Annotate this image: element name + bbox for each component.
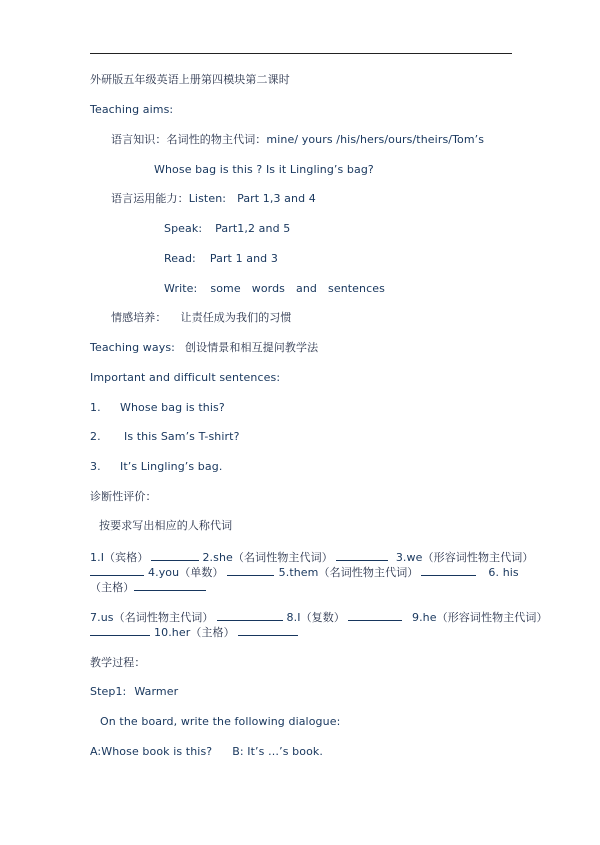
emotion-value: 让责任成为我们的习惯 xyxy=(180,311,292,324)
document-title: 外研版五年级英语上册第四模块第二课时 xyxy=(90,73,290,86)
exercise-item-7-label: 7.us xyxy=(90,611,114,624)
language-knowledge-value: mine/ yours /his/hers/ours/theirs/Tom’s xyxy=(266,133,485,146)
exercise-item-5-hint: （名词性物主代词） xyxy=(318,566,419,579)
exercise-item-2-hint: （名词性物主代词） xyxy=(232,551,333,564)
language-knowledge-line xyxy=(111,133,484,147)
step1-heading xyxy=(90,685,178,699)
exercise-row xyxy=(90,579,206,595)
emotion-label: 情感培养： xyxy=(111,311,167,324)
step1-label: Step1: xyxy=(90,685,127,698)
step1-name: Warmer xyxy=(134,685,179,698)
read-value: Part 1 and 3 xyxy=(209,252,278,265)
exercise-item-8-hint: （复数） xyxy=(300,611,345,624)
sentence-number: 2. xyxy=(90,430,101,443)
exercise-item-9-hint: （形容词性物主代词） xyxy=(436,611,548,624)
write-word: some xyxy=(210,282,241,295)
sentence-text: It’s Lingling’s bag. xyxy=(120,460,223,473)
exercise-row xyxy=(90,564,519,580)
exercise-item-4-label: 4.you xyxy=(148,566,180,579)
dialogue-b: B: It’s …’s book. xyxy=(232,745,323,758)
exercise-item-3-hint: （形容词性物主代词） xyxy=(422,551,534,564)
sentence-text: Is this Sam’s T-shirt? xyxy=(124,430,240,443)
sentence-item xyxy=(90,401,225,415)
speak-label: Speak: xyxy=(164,222,203,235)
write-word: and xyxy=(296,282,317,295)
answer-blank-1[interactable] xyxy=(151,549,199,561)
exercise-item-1-hint: （宾格） xyxy=(104,551,149,564)
teaching-process-heading: 教学过程： xyxy=(90,656,146,669)
language-knowledge-sentence: Whose bag is this ? Is it Lingling’s bag? xyxy=(154,163,374,176)
speak-line xyxy=(164,222,290,236)
write-line xyxy=(164,282,385,296)
exercise-item-6-label: 6. his xyxy=(488,566,519,579)
answer-blank-4[interactable] xyxy=(227,564,274,576)
teaching-ways-line xyxy=(90,341,318,355)
read-line xyxy=(164,252,278,266)
language-knowledge-label: 语言知识：名词性的物主代词： xyxy=(111,133,267,146)
answer-blank-7[interactable] xyxy=(217,609,283,621)
answer-blank-6[interactable] xyxy=(134,579,206,591)
sentence-number: 3. xyxy=(90,460,101,473)
important-sentences-heading: Important and difficult sentences: xyxy=(90,371,281,384)
step1-instruction: On the board, write the following dialogue: xyxy=(100,715,341,728)
exercise-item-8-label: 8.I xyxy=(286,611,301,624)
language-skills-label: 语言运用能力： xyxy=(111,192,189,205)
exercise-instruction: 按要求写出相应的人称代词 xyxy=(99,519,233,532)
answer-blank-8[interactable] xyxy=(348,609,402,621)
exercise-item-4-hint: （单数） xyxy=(179,566,224,579)
exercise-item-2-label: 2.she xyxy=(202,551,233,564)
sentence-item xyxy=(90,460,222,474)
exercise-row xyxy=(90,609,548,625)
answer-blank-9[interactable] xyxy=(90,624,150,636)
exercise-item-10-hint: （主格） xyxy=(190,626,235,639)
speak-value: Part1,2 and 5 xyxy=(215,222,291,235)
emotion-line xyxy=(111,311,292,325)
exercise-item-10-label: 10.her xyxy=(154,626,191,639)
exercise-row xyxy=(90,549,534,565)
sentence-text: Whose bag is this? xyxy=(120,401,225,414)
teaching-aims-heading: Teaching aims: xyxy=(90,103,174,116)
exercise-item-6-hint: （主格） xyxy=(90,581,135,594)
exercise-item-7-hint: （名词性物主代词） xyxy=(113,611,214,624)
dialogue-a: A:Whose book is this? xyxy=(90,745,213,758)
listen-label: Listen: xyxy=(188,192,227,205)
write-label: Write: xyxy=(164,282,198,295)
exercise-item-9-label: 9.he xyxy=(411,611,437,624)
exercise-row xyxy=(90,624,298,640)
write-word: words xyxy=(251,282,285,295)
teaching-ways-label: Teaching ways: xyxy=(90,341,175,354)
listen-line xyxy=(111,192,316,206)
diagnostic-heading: 诊断性评价： xyxy=(90,490,157,503)
top-rule xyxy=(90,53,512,54)
answer-blank-10[interactable] xyxy=(238,624,298,636)
write-word: sentences xyxy=(328,282,385,295)
answer-blank-2[interactable] xyxy=(336,549,388,561)
answer-blank-3[interactable] xyxy=(90,564,144,576)
exercise-item-5-label: 5.them xyxy=(278,566,319,579)
sentence-item xyxy=(90,430,240,444)
read-label: Read: xyxy=(164,252,196,265)
teaching-ways-value: 创设情景和相互提问教学法 xyxy=(184,341,319,354)
sentence-number: 1. xyxy=(90,401,101,414)
answer-blank-5[interactable] xyxy=(421,564,476,576)
dialogue-line xyxy=(90,745,323,759)
listen-value: Part 1,3 and 4 xyxy=(237,192,316,205)
exercise-item-3-label: 3.we xyxy=(395,551,423,564)
exercise-item-1-label: 1.I xyxy=(90,551,105,564)
